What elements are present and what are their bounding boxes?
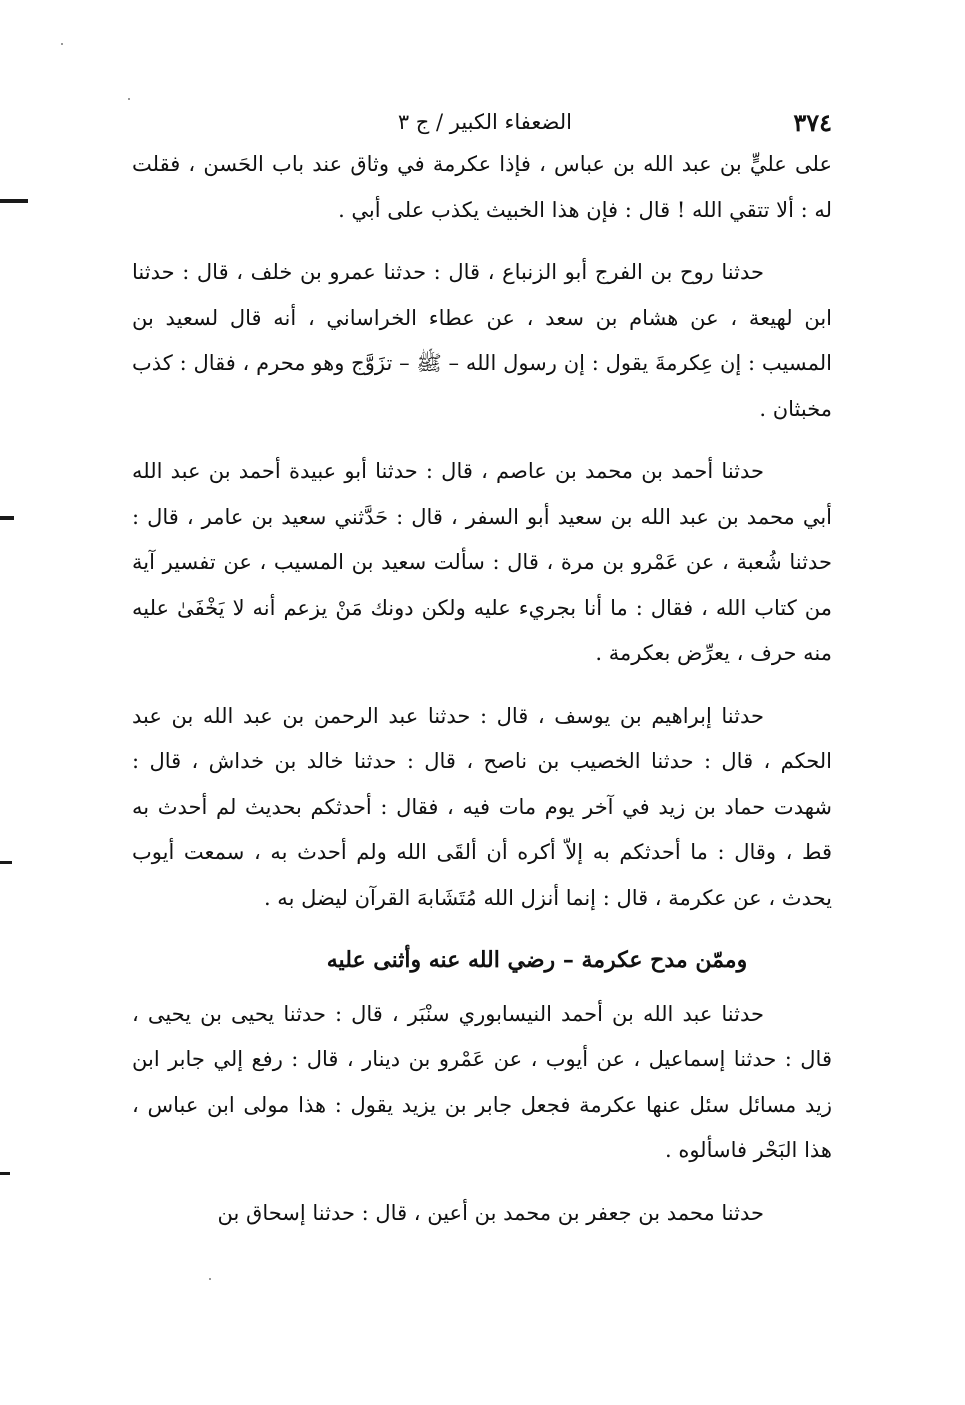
- page-body: [132, 142, 832, 1253]
- paragraph-continuation: على عليٍّ بن عبد الله بن عباس ، فإذا عكرمة في وثاق عند باب الحَسن ، فقلت له : ألا تتقي الله ! قال : فإن هذا الخبيث يكذب على أبي .: [132, 152, 832, 222]
- scan-speck: [128, 98, 130, 100]
- paragraph: حدثنا عبد الله بن أحمد النيسابوري سنْبَر ، قال : حدثنا يحيى بن يحيى ، قال : حدثنا إسماعيل ، عن أيوب ، عن عَمْرو بن دينار ، قال : رفع إلي جابر ابن زيد مسائل سئل عنها عكرمة فجعل جابر بن يزيد يقول : هذا مولى ابن عباس ، هذا البَحْر فاسألوه .: [132, 1001, 832, 1162]
- binding-mark: [0, 516, 14, 520]
- running-title: الضعفاء الكبير / ج ٣: [397, 110, 572, 134]
- page-header: [380, 108, 832, 144]
- paragraph: حدثنا روح بن الفرج أبو الزنباع ، قال : حدثنا عمرو بن خلف ، قال : حدثنا ابن لهيعة ، عن هشام بن سعد ، عن عطاء الخراساني ، أنه قال لسعيد بن المسيب : إن عِكرمةَ يقول : إن رسول الله – ﷺ – تزَوَّج وهو محرم ، فقال : كذب مخبثان .: [132, 260, 832, 421]
- scan-speck: [61, 43, 63, 45]
- scan-speck: [209, 1278, 211, 1280]
- paragraph: حدثنا أحمد بن محمد بن عاصم ، قال : حدثنا أبو عبيدة أحمد بن عبد الله أبي محمد بن عبد الله بن سعيد أبو السفر ، قال : حَدَّثني سعيد بن عامر ، قال : حدثنا شُعبة ، عن عَمْرو بن مرة ، قال : سألت سعيد بن المسيب ، عن تفسير آية من كتاب الله ، فقال : ما أنا بجريء عليه ولكن دونك مَنْ يزعم أنه لا يَخْفَىٰ عليه منه حرف ، يعرِّض بعكرمة .: [132, 459, 832, 665]
- binding-mark: [0, 1172, 10, 1175]
- section-heading: وممّن مدح عكرمة – رضي الله عنه وأثنى عليه: [326, 947, 748, 973]
- page-number: ٣٧٤: [793, 108, 832, 137]
- binding-mark: [0, 861, 12, 864]
- binding-mark: [0, 199, 28, 203]
- paragraph: حدثنا إبراهيم بن يوسف ، قال : حدثنا عبد الرحمن بن عبد الله بن عبد الحكم ، قال : حدثنا الخصيب بن ناصح ، قال : حدثنا خالد بن خداش ، قال : شهدت حماد بن زيد في آخر يوم مات فيه ، فقال : أحدثكم بحديث لم أحدث به قط ، وقال : ما أحدثكم به إلاّ أكره أن ألقَى الله ولم أحدث به ، سمعت أيوب يحدث ، عن عكرمة ، قال : إنما أنزل الله مُتَشَابهَ القرآن ليضل به .: [132, 703, 832, 910]
- paragraph: حدثنا محمد بن جعفر بن محمد بن أعين ، قال : حدثنا إسحاق بن: [217, 1200, 764, 1225]
